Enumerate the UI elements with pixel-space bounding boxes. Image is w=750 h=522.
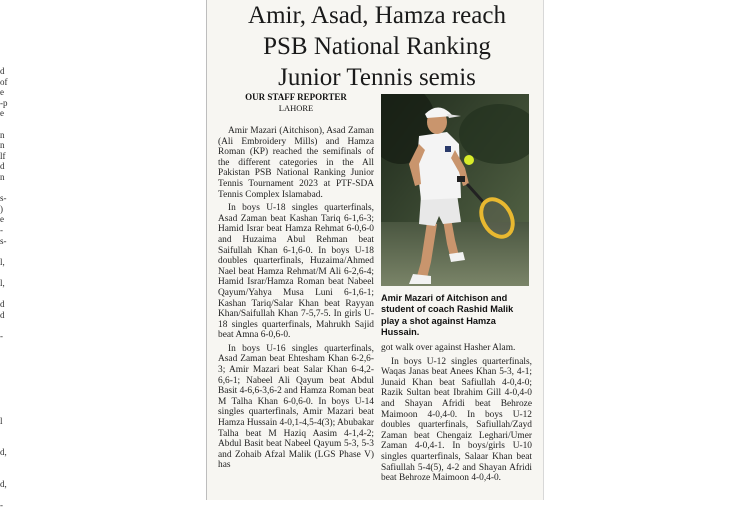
headline-line: Amir, Asad, Hamza reach [248, 2, 506, 29]
adjacent-fragment [0, 458, 14, 469]
paragraph: In boys U-16 singles quarterfinals, Asad Zaman beat Ehtesham Khan 6-2,6-3; Amir Mazari beat Salar Khan 6-4,2-6,6-1; Nabeel Ali Qayum beat Abdul Basit 4-6,6-3,6-2 and Hamza Roman beat M Talha Khan 6-0,6-0. In boys U-14 singles quarterfinals, Amir Mazari beat Hamza Hussain 4-0,1-4,5-4(3); Abubakar Talha beat M Haziq Aasim 4-1,4-2; Abdul Basit beat Nabeel Qayum 5-3, 5-3 and Zohaib Afzal Malik (LGS Phase V) has [218, 343, 374, 471]
adjacent-fragment [0, 341, 14, 352]
paragraph: In boys U-12 singles quarterfinals, Waqas Janas beat Anees Khan 5-3, 4-1; Junaid Khan beat Safiullah 4-0,4-0; Razik Sultan beat Ibrahim Gill 4-0,4-0 and Shayan Afridi beat Behroze Maimoon 4-0,4-0. In boys U-12 doubles quarterfinals, Safiullah/Zayd Zaman beat Chengaiz Leghari/Umer Zaman 4-0,4-1. In boys/girls U-10 singles quarterfinals, Salaar Khan beat Safiullah 5-4(5), 4-2 and Shayan Afridi beat Behroze Maimoon 4-0,4-0. [381, 356, 532, 484]
adjacent-fragment [0, 384, 14, 395]
paragraph: got walk over against Hasher Alam. [381, 343, 516, 353]
adjacent-fragment: d, [0, 447, 7, 458]
adjacent-fragment [0, 405, 14, 416]
adjacent-fragment: -p [0, 97, 8, 108]
byline-name: OUR STAFF REPORTER [245, 92, 347, 102]
photo-caption: Amir Mazari of Aitchison and student of coach Rashid Malik play a shot against Hamza Hussain. [381, 293, 514, 338]
adjacent-fragment [0, 426, 14, 437]
headline-line: PSB National Ranking [263, 33, 491, 60]
paragraph: In boys U-18 singles quarterfinals, Asad Zaman beat Kashan Tariq 6-1,6-3; Hamid Israr beat Hamza Rehmat 6-0,6-0 and Huzaima Abul Rehman beat Saifullah Khan 6-1,6-0. In boys U-18 doubles quarterfinals, Huzaima/Ahmed Nael beat Hamza Rehmat/M Ali 6-2,6-4; Hamid Israr/Hamza Roman beat Nabeel Qayum/Yahya Musa Luni 6-1,6-1; Kashan Tariq/Salar Khan beat Rayyan Khan/Saifullah Khan 7-5,7-5. In girls U-18 singles quarterfinals, Mahrukh Sajid beat Amna 6-0,6-0. [218, 203, 374, 341]
adjacent-fragment: d, [0, 479, 7, 490]
byline-place: LAHORE [278, 103, 314, 113]
adjacent-fragment: l, [0, 277, 5, 288]
adjacent-fragment: lf [0, 150, 6, 161]
adjacent-fragment [0, 437, 14, 448]
article-column-1 [218, 126, 374, 471]
adjacent-fragment [0, 373, 14, 384]
adjacent-fragment [0, 363, 14, 374]
adjacent-fragment: d [0, 161, 5, 172]
headline [222, 0, 532, 93]
adjacent-fragment: e [0, 108, 4, 119]
adjacent-fragment: of [0, 76, 8, 87]
adjacent-fragment [0, 490, 14, 501]
adjacent-fragment: d [0, 66, 5, 76]
adjacent-fragment: n [0, 171, 5, 182]
adjacent-fragment [0, 394, 14, 405]
adjacent-fragment: n [0, 129, 5, 140]
adjacent-fragment: - [0, 500, 3, 511]
adjacent-fragment: - [0, 224, 3, 235]
adjacent-fragment: - [0, 330, 3, 341]
paragraph: Amir Mazari (Aitchison), Asad Zaman (Ali Embroidery Mills) and Hamza Roman (KP) reached the semifinals of the different categories in the All Pakistan PSB National Ranking Junior Tennis Tournament 2023 at PTF-SDA Tennis Complex Islamabad. [218, 126, 374, 200]
adjacent-fragment: s- [0, 235, 7, 246]
adjacent-fragment [0, 246, 14, 257]
adjacent-fragment [0, 119, 14, 130]
clipping-left-edge [206, 0, 207, 500]
tennis-player-photo [381, 94, 529, 286]
adjacent-fragment [0, 352, 14, 363]
adjacent-fragment: d [0, 309, 5, 320]
adjacent-fragment [0, 288, 14, 299]
adjacent-fragment: e [0, 214, 4, 225]
adjacent-fragment: l, [0, 256, 5, 267]
headline-line: Junior Tennis semis [278, 64, 476, 91]
adjacent-fragment: l [0, 415, 3, 426]
photo-illustration [381, 94, 529, 286]
article-column-2 [381, 343, 532, 484]
adjacent-fragment: e [0, 87, 4, 98]
adjacent-fragment: s- [0, 193, 7, 204]
adjacent-fragment [0, 511, 14, 522]
clipping-right-edge [543, 0, 544, 500]
adjacent-fragment [0, 320, 14, 331]
adjacent-fragment [0, 267, 14, 278]
adjacent-fragment: n [0, 140, 5, 151]
adjacent-fragment: ) [0, 203, 3, 214]
adjacent-article-fragments [0, 66, 14, 522]
adjacent-fragment: d [0, 299, 5, 310]
byline [218, 92, 374, 114]
adjacent-fragment [0, 469, 14, 480]
adjacent-fragment [0, 183, 14, 194]
